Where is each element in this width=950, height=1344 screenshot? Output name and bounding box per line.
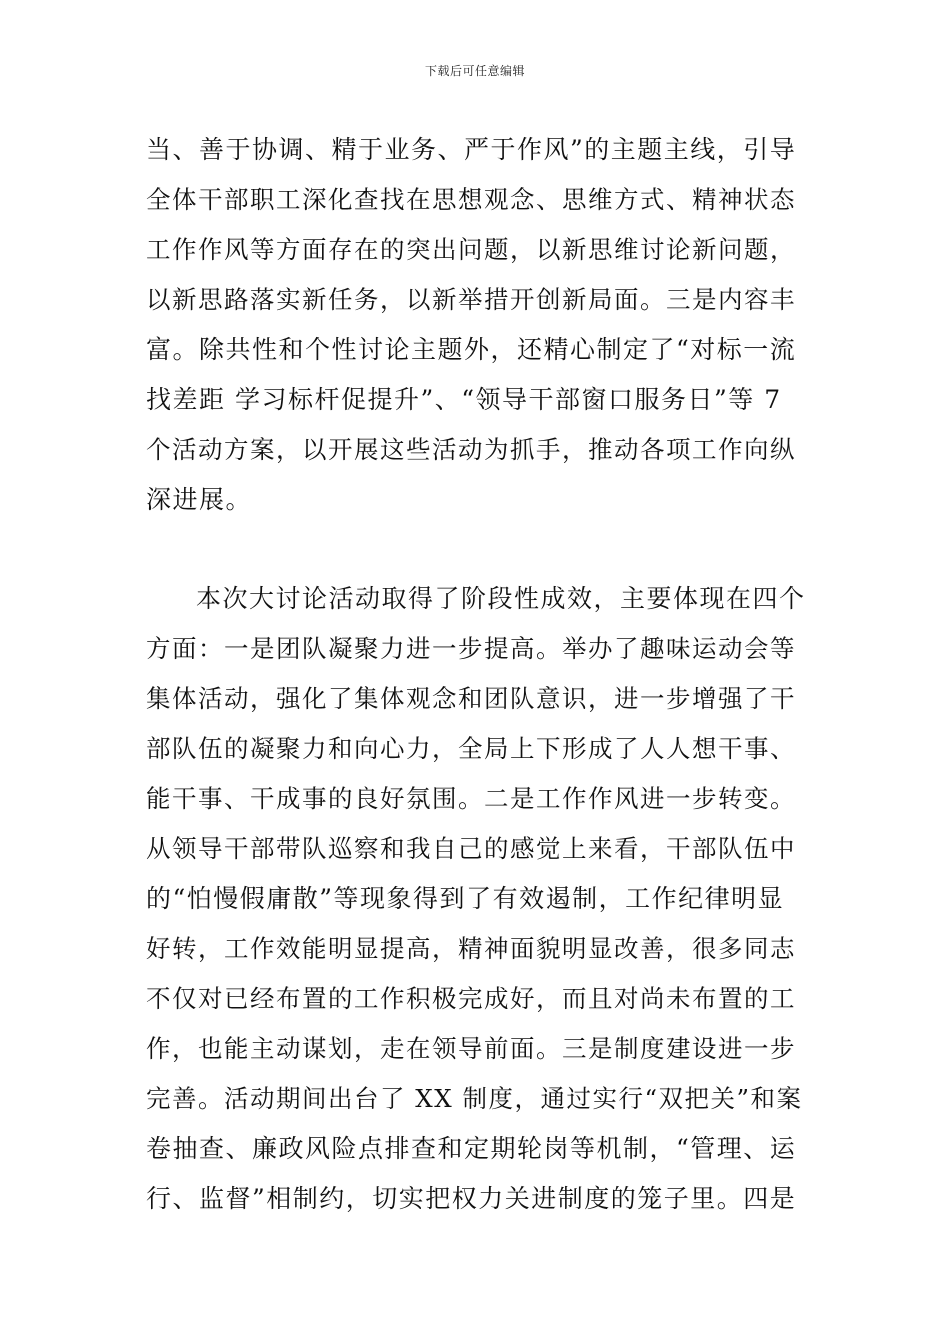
paragraph-line: 个活动方案，以开展这些活动为抓手，推动各项工作向纵 xyxy=(146,435,796,464)
paragraph-line: 完善。活动期间出台了 XX 制度，通过实行“双把关”和案 xyxy=(146,1084,803,1113)
paragraph-line: 以新思路落实新任务，以新举措开创新局面。三是内容丰 xyxy=(146,285,796,314)
paragraph-line: 全体干部职工深化查找在思想观念、思维方式、精神状态 xyxy=(146,185,796,214)
paragraph-line: 能干事、干成事的良好氛围。二是工作作风进一步转变。 xyxy=(146,784,796,813)
paragraph-line: 工作作风等方面存在的突出问题，以新思维讨论新问题， xyxy=(146,235,796,264)
paragraph-line: 卷抽查、廉政风险点排查和定期轮岗等机制，“管理、运 xyxy=(146,1134,797,1163)
paragraph-line: 行、监督”相制约，切实把权力关进制度的笼子里。四是 xyxy=(146,1184,797,1213)
paragraph-line: 本次大讨论活动取得了阶段性成效，主要体现在四个 xyxy=(196,584,806,613)
paragraph-line: 深进展。 xyxy=(146,485,253,514)
paragraph-line: 集体活动，强化了集体观念和团队意识，进一步增强了干 xyxy=(146,684,796,713)
paragraph-line: 当、善于协调、精于业务、严于作风”的主题主线，引导 xyxy=(146,135,797,164)
paragraph-line: 部队伍的凝聚力和向心力，全局上下形成了人人想干事、 xyxy=(146,734,796,763)
paragraph-line: 好转，工作效能明显提高，精神面貌明显改善，很多同志 xyxy=(146,934,796,963)
paragraph-line: 找差距 学习标杆促提升”、“领导干部窗口服务日”等 7 xyxy=(146,385,782,414)
paragraph-line: 从领导干部带队巡察和我自己的感觉上来看，干部队伍中 xyxy=(146,834,796,863)
paragraph-line: 方面：一是团队凝聚力进一步提高。举办了趣味运动会等 xyxy=(146,634,796,663)
paragraph-line: 富。除共性和个性讨论主题外，还精心制定了“对标一流 xyxy=(146,335,797,364)
paragraph-line: 不仅对已经布置的工作积极完成好，而且对尚未布置的工 xyxy=(146,984,796,1013)
paragraph-line: 的“怕慢假庸散”等现象得到了有效遏制，工作纪律明显 xyxy=(146,884,785,913)
paragraph-line: 作，也能主动谋划，走在领导前面。三是制度建设进一步 xyxy=(146,1034,796,1063)
page-header-note: 下载后可任意编辑 xyxy=(424,64,525,78)
